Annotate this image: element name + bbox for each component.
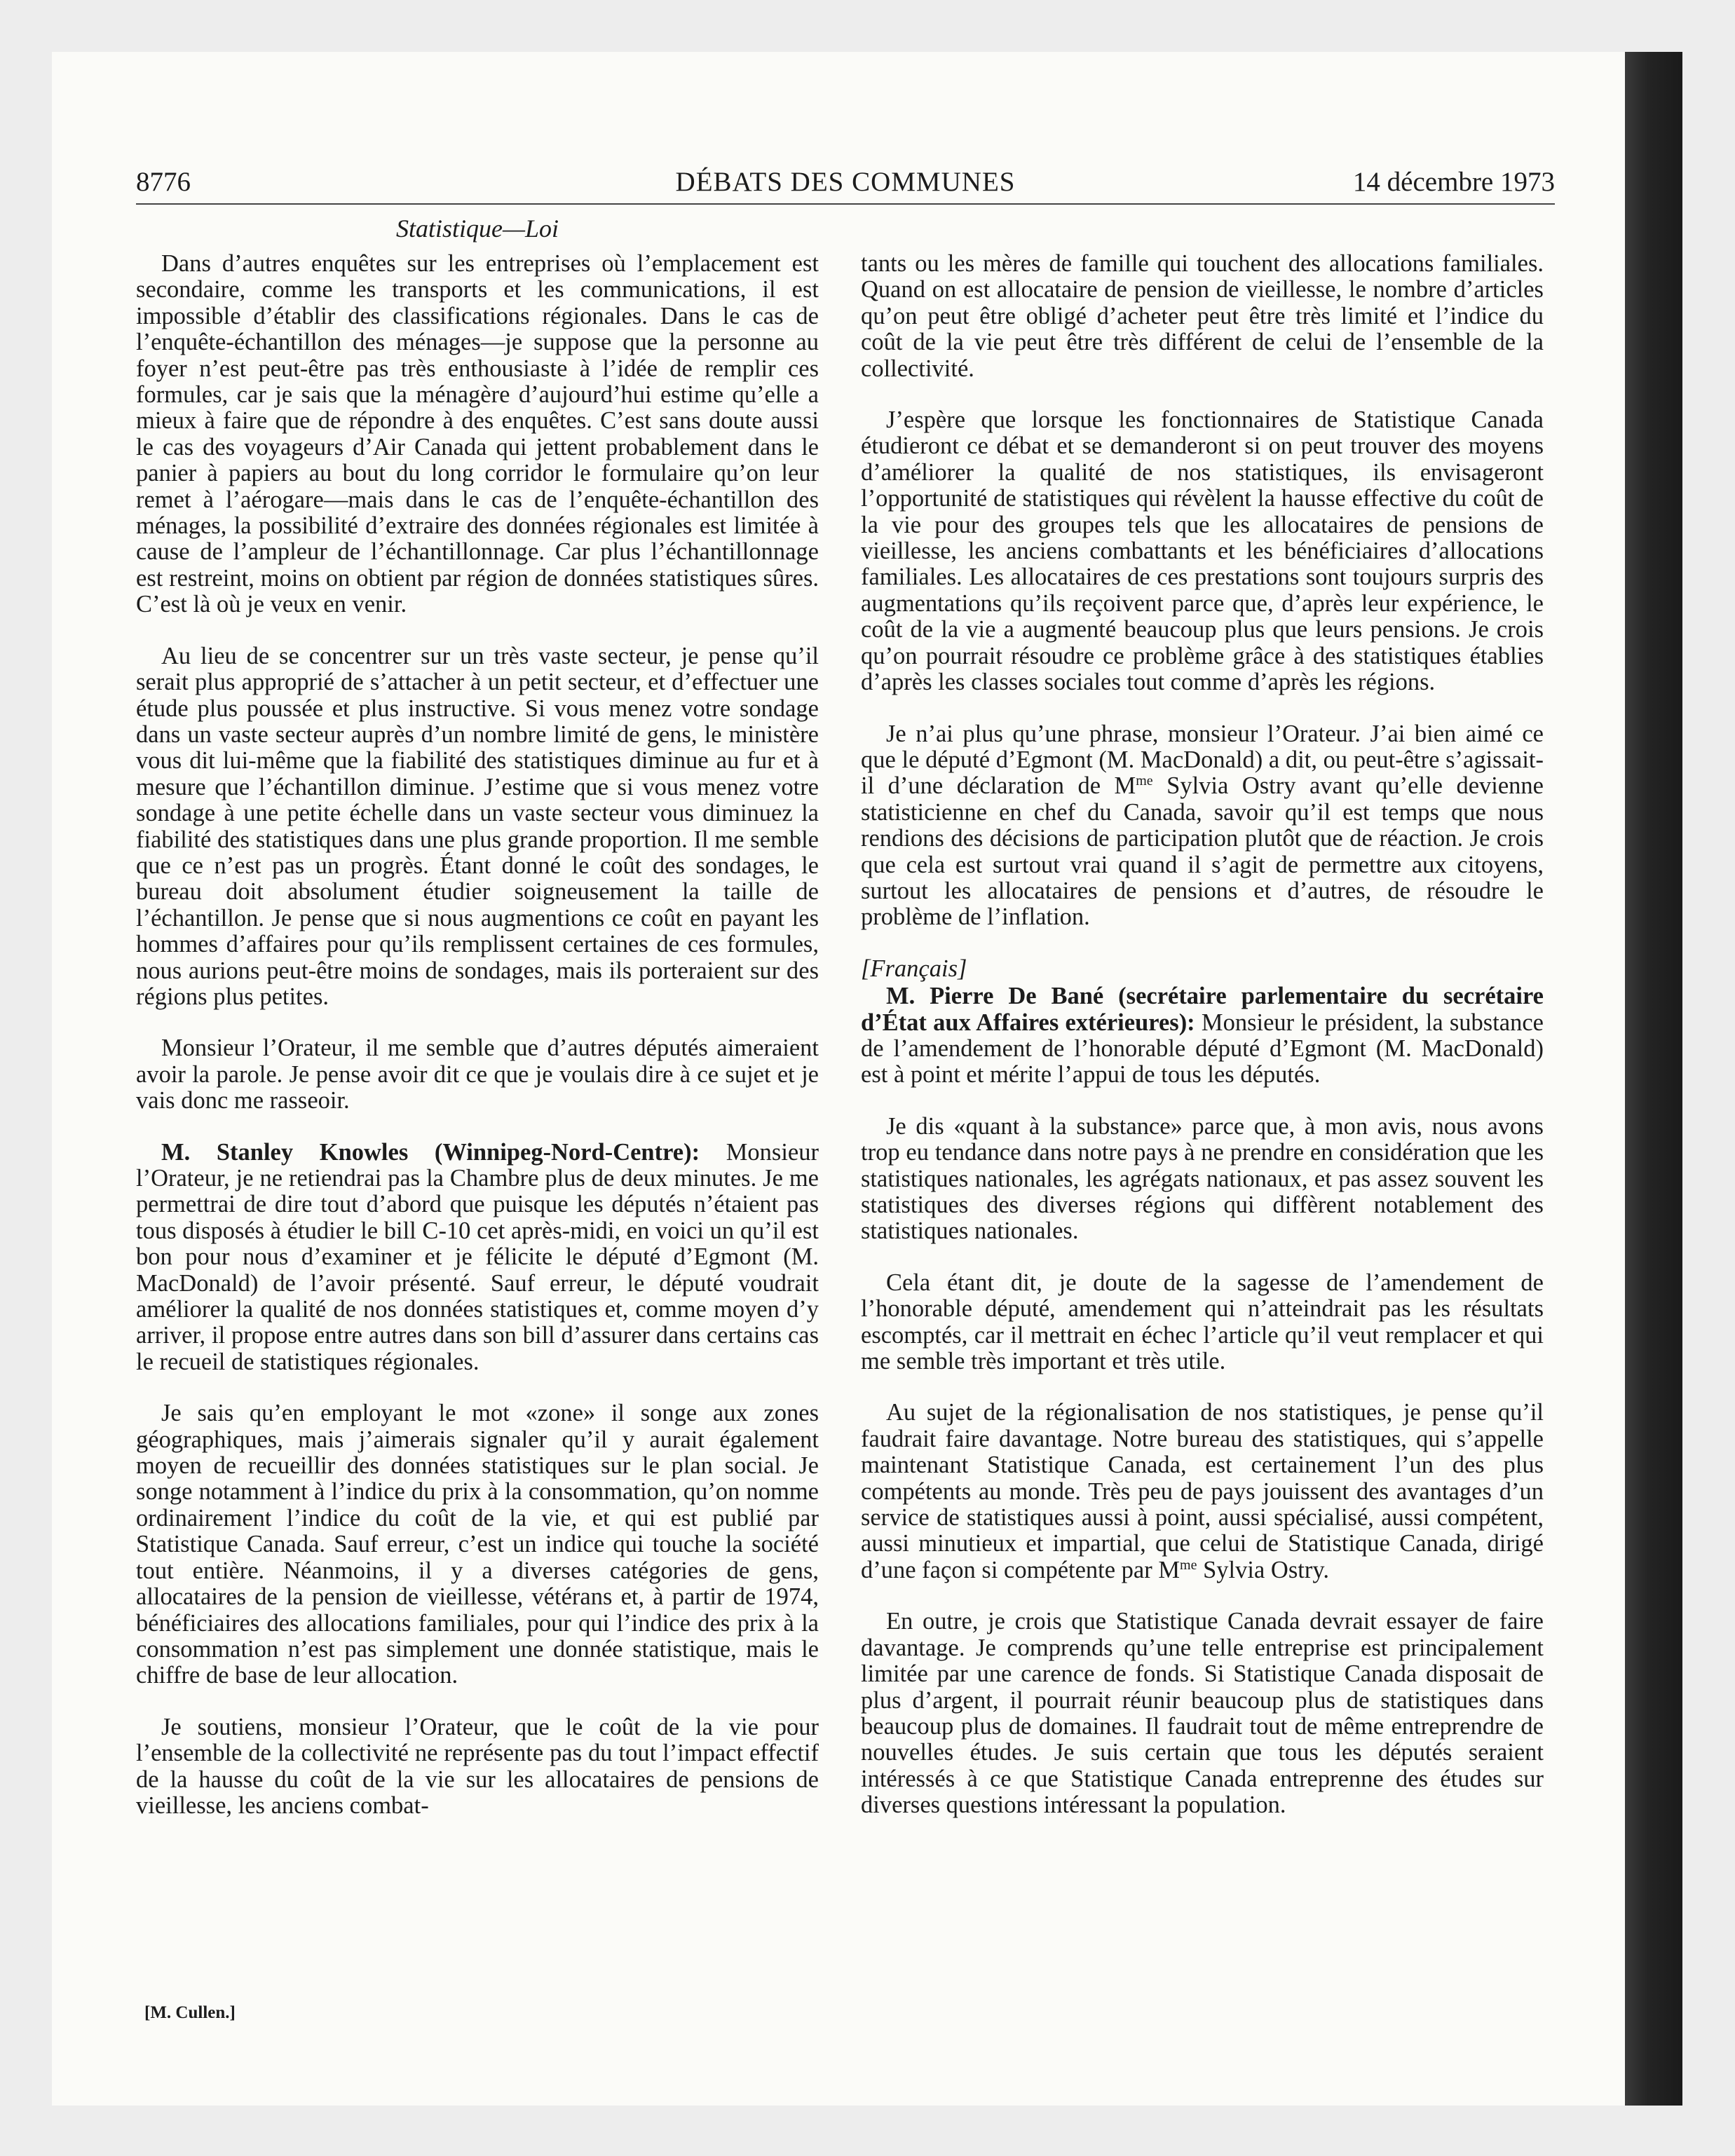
speaker-name: M. Stanley Knowles (Winnipeg-Nord-Centre):: [161, 1138, 700, 1166]
paragraph: Je sais qu’en employant le mot «zone» il songe aux zones géographiques, mais j’aimerais signaler qu’il y aurait également moyen de recueillir des données statistiques sur le plan social. Je songe notamment à l’indice du prix à la consommation, qu’on nomme ordinairement l’indice du coût de la vie, et qui est publié par Statistique Canada. Sauf erreur, c’est un indice qui touche la société tout entière. Néanmoins, il y a diverses catégories de gens, allocataires de la pension de vieillesse, vétérans et, à partir de 1974, bénéficiaires des allocations familiales, pour qui l’indice des prix à la consommation n’est pas simplement une donnée statistique, mais le chiffre de base de leur allocation.: [136, 1400, 819, 1689]
paragraph: [861, 721, 1544, 931]
paragraph-continued: tants ou les mères de famille qui touchent des allocations familiales. Quand on est allocataire de pension de vieillesse, le nombre d’articles qu’on peut être obligé d’acheter peut être très limité et l’indice du coût de la vie peut être très différent de celui de l’ensemble de la collectivité.: [861, 250, 1544, 382]
speaker-name: M. Pierre De Bané (secrétaire parlementaire du secrétaire d’État aux Affaires extérieures):: [861, 983, 1544, 1036]
publication-title: DÉBATS DES COMMUNES: [675, 167, 1016, 197]
superscript: me: [1180, 1557, 1197, 1573]
header-rule: [136, 203, 1555, 205]
language-tag: [Français]: [861, 955, 967, 982]
paragraph: Je dis «quant à la substance» parce que, à mon avis, nous avons trop eu tendance dans notre pays à ne prendre en considération que les statistiques nationales, les agrégats nationaux, et pas assez souvent les statistiques des diverses régions qui diffèrent notablement des statistiques nationales.: [861, 1112, 1544, 1245]
text-segment: Sylvia Ostry avant qu’elle devienne statisticienne en chef du Canada, savoir qu’il est temps que nous rendions des décisions de participation plutôt que de réaction. Je crois que cela est surtout vrai quand il s’agit de permettre aux citoyens, surtout les allocataires de pensions et d’autres, de résoudre le problème de l’inflation.: [861, 772, 1544, 931]
paragraph: Dans d’autres enquêtes sur les entreprises où l’emplacement est secondaire, comme les transports et les communications, il est impossible d’établir des classifications régionales. Dans le cas de l’enquête-échantillon des ménages—je suppose que la personne au foyer n’est peut-être pas très enthousiaste à l’idée de remplir ces formules, car je sais que la ménagère d’aujourd’hui estime qu’elle a mieux à faire que de répondre à des enquêtes. C’est sans doute aussi le cas des voyageurs d’Air Canada qui jettent probablement dans le panier à papiers au bout du long corridor le formulaire qu’on leur remet à l’aérogare—mais dans le cas de l’enquête-échantillon des ménages, la possibilité d’extraire des données régionales est limitée à cause de l’ampleur de l’échantillonnage. Car plus l’échantillonnage est restreint, moins on obtient par région de données statistiques sûres. C’est là où je veux en venir.: [136, 250, 819, 618]
page-number: 8776: [136, 167, 191, 197]
section-subtitle: Statistique—Loi: [395, 214, 559, 243]
speech-text: Monsieur l’Orateur, je ne retiendrai pas la Chambre plus de deux minutes. Je me permettrai de dire tout d’abord que puisque les députés n’étaient pas tous disposés à étudier le bill C-10 cet après-midi, en voici un qu’il est bon pour nous d’examiner et je félicite le député d’Egmont (M. MacDonald) de l’avoir présenté. Sauf erreur, le député voudrait améliorer la qualité de nos données statistiques et, comme moyen d’y arriver, il propose entre autres dans son bill d’assurer dans certains cas le recueil de statistiques régionales.: [136, 1138, 819, 1375]
speech-paragraph: [136, 1140, 819, 1376]
speech-paragraph: [861, 983, 1544, 1089]
paragraph: En outre, je crois que Statistique Canada devrait essayer de faire davantage. Je comprends qu’une telle entreprise est principalement limitée par une carence de fonds. Si Statistique Canada disposait de plus d’argent, il pourrait réunir beaucoup plus de statistiques dans beaucoup plus de domaines. Il faudrait tout de même entreprendre de nouvelles études. Je suis certain que tous les députés seraient intéressés à ce que Statistique Canada entreprenne des études sur diverses questions intéressant la population.: [861, 1608, 1544, 1819]
text-segment: Sylvia Ostry.: [1197, 1556, 1329, 1583]
running-header: [136, 163, 1555, 202]
paragraph: Monsieur l’Orateur, il me semble que d’autres députés aimeraient avoir la parole. Je pense avoir dit ce que je voulais dire à ce sujet et je vais donc me rasseoir.: [136, 1035, 819, 1114]
page-date: 14 décembre 1973: [1352, 167, 1555, 197]
text-segment: Je n’ai plus qu’une phrase, monsieur l’Orateur. J’ai bien aimé ce que le député d’Egmont (M. MacDonald) a dit, ou peut-être s’agissait-il d’une déclaration de M: [861, 720, 1544, 800]
paragraph: Cela étant dit, je doute de la sagesse de l’amendement de l’honorable député, amendement qui n’atteindrait pas les résultats escomptés, car il mettrait en échec l’article qu’il veut remplacer et qui me semble très important et très utile.: [861, 1269, 1544, 1375]
binding-shadow: [1625, 52, 1682, 2106]
paragraph: Au lieu de se concentrer sur un très vaste secteur, je pense qu’il serait plus approprié de s’attacher à un petit secteur, et d’effectuer une étude plus poussée et plus instructive. Si vous menez votre sondage dans un vaste secteur auprès d’un nombre limité de gens, le ministère vous dit lui-même que la fiabilité des statistiques diminue au fur et à mesure que l’échantillon diminue. J’estime que si vous menez votre sondage à une petite échelle dans un vaste secteur vous diminuez la fiabilité des statistiques dans une plus grande proportion. Il me semble que ce n’est pas un progrès. Étant donné le coût des sondages, le bureau doit absolument étudier soigneusement la taille de l’échantillon. Je pense que si nous augmentions ce coût en payant les hommes d’affaires pour qu’ils remplissent certaines de ces formules, nous aurions peut-être moins de sondages, mais ils porteraient sur des régions plus petites.: [136, 642, 819, 1010]
speaker-footnote: [M. Cullen.]: [144, 2003, 236, 2022]
paragraph: J’espère que lorsque les fonctionnaires de Statistique Canada étudieront ce débat et se demanderont si on peut trouver des moyens d’améliorer la qualité de nos statistiques, ils envisageront l’opportunité de statistiques qui révèlent la hausse effective du coût de la vie pour des groupes tels que les allocataires de pensions de vieillesse, les anciens combattants et les bénéficiaires d’allocations familiales. Les allocataires de ces prestations sont toujours surpris des augmentations qu’ils reçoivent parce que, d’après leur expérience, le coût de la vie a augmenté beaucoup plus que leurs pensions. Je crois qu’on pourrait résoudre ce problème grâce à des statistiques établies d’après les classes sociales tout comme d’après les régions.: [861, 407, 1544, 696]
speech-text: Monsieur le président, la substance de l’amendement de l’honorable député d’Egmont (M. MacDonald) est à point et mérite l’appui de tous les députés.: [861, 1009, 1544, 1089]
text-segment: Au sujet de la régionalisation de nos statistiques, je pense qu’il faudrait faire davantage. Notre bureau des statistiques, qui s’appelle maintenant Statistique Canada, est certainement l’un des plus compétents au monde. Très peu de pays jouissent des avantages d’un service de statistiques aussi à point, aussi spécialisé, aussi compétent, aussi minutieux et impartial, que celui de Statistique Canada, dirigé d’une façon si compétente par M: [861, 1399, 1544, 1583]
right-column: [861, 251, 1544, 1844]
left-column: [136, 251, 819, 1844]
superscript: me: [1136, 773, 1153, 789]
paragraph: Je soutiens, monsieur l’Orateur, que le coût de la vie pour l’ensemble de la collectivité ne représente pas du tout l’impact effectif de la hausse du coût de la vie sur les allocataires de pensions de vieillesse, les anciens combat-: [136, 1713, 819, 1819]
paragraph: [861, 1400, 1544, 1583]
